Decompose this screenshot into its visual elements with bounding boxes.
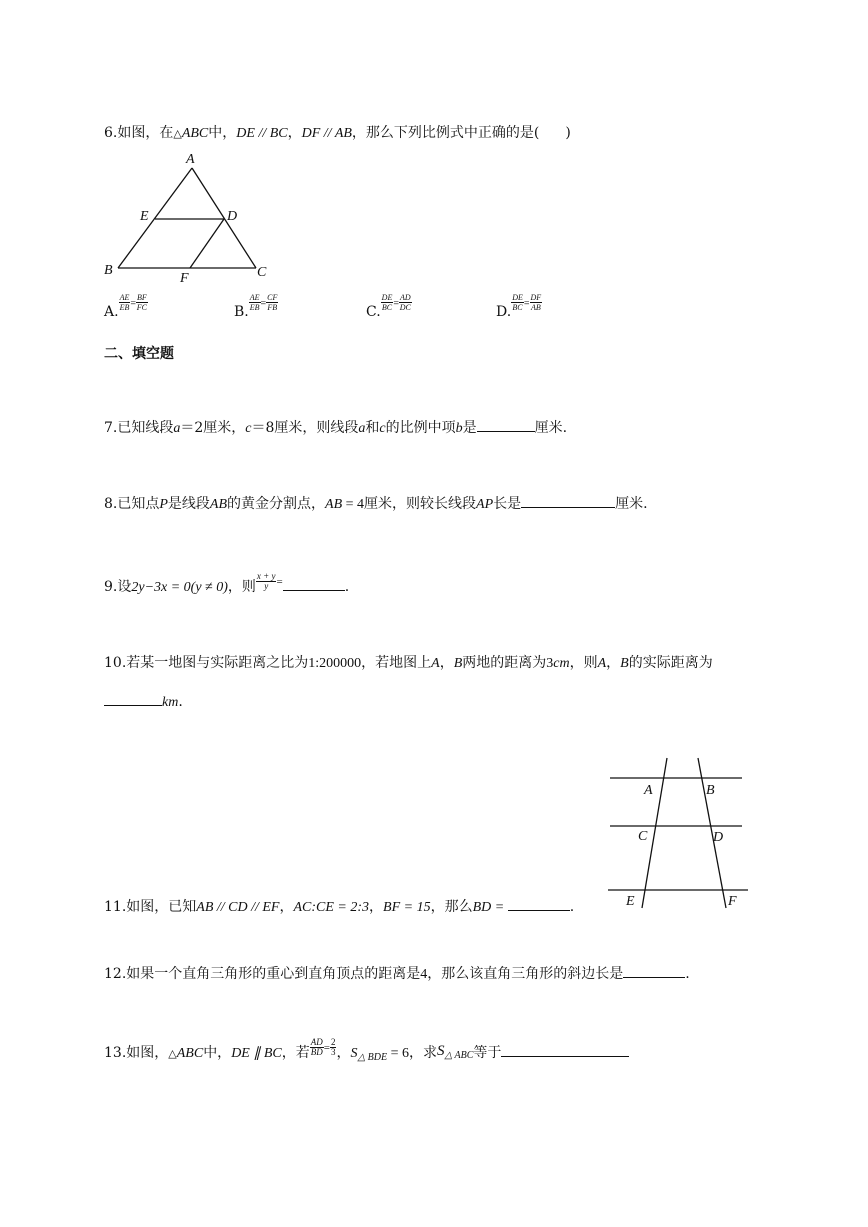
q6-label-c: C bbox=[257, 265, 267, 280]
q6-option-c[interactable]: C. $\frac{DE}{BC}$ = $\frac{AD}{DC}$ bbox=[366, 293, 411, 320]
q12-answer-blank[interactable] bbox=[623, 963, 685, 978]
q11-text: 11.如图，已知AB // CD // EF，AC:CE = 2:3，BF = 15，那么BD = . bbox=[104, 896, 574, 916]
q7-answer-blank[interactable] bbox=[477, 417, 535, 432]
q6-label-d: D bbox=[227, 209, 238, 224]
q8-answer-blank[interactable] bbox=[521, 493, 615, 508]
q13-text: 13.如图，$_\triangle$ABC中，DE ∥ BC，若 $\frac{AD}{BD}$ = $\frac{2}{3}$ ，$S_{\triangle BDE} = 6$，求$S_{\triangle ABC}$等于 bbox=[104, 1036, 629, 1057]
q9-answer-blank[interactable] bbox=[283, 576, 345, 591]
q6-option-b[interactable]: B. $\frac{AE}{EB}$ = $\frac{CF}{FB}$ bbox=[234, 293, 278, 320]
q6-stem: 6.如图，在△ABC中，DE // BC，DF // AB，那么下列比例式中正确的是( ) bbox=[104, 125, 571, 141]
q10-answer-blank[interactable] bbox=[104, 691, 162, 706]
q6-triangle-figure bbox=[96, 148, 286, 288]
q11-label-f: F bbox=[728, 894, 737, 909]
q11-label-a: A bbox=[644, 783, 653, 798]
section-heading: 二、填空题 bbox=[104, 346, 174, 362]
q6-option-d[interactable]: D. $\frac{DE}{BC}$ = $\frac{DF}{AB}$ bbox=[496, 293, 542, 320]
q13-answer-blank[interactable] bbox=[501, 1042, 629, 1057]
q11-label-c: C bbox=[638, 829, 648, 844]
q7-text: 7.已知线段a＝2厘米，c＝8厘米，则线段a和c的比例中项b是 厘米. bbox=[104, 417, 567, 437]
q8-text: 8.已知点P是线段AB的黄金分割点，AB = 4厘米，则较长线段AP长是 厘米. bbox=[104, 493, 648, 513]
q11-label-d: D bbox=[713, 830, 724, 845]
q11-label-e: E bbox=[626, 894, 635, 909]
q12-text: 12.如果一个直角三角形的重心到直角顶点的距离是4，那么该直角三角形的斜边长是 . bbox=[104, 963, 690, 983]
q11-label-b: B bbox=[706, 783, 715, 798]
q10-text-line2: km. bbox=[104, 691, 183, 711]
q11-answer-blank[interactable] bbox=[508, 896, 570, 911]
q11-parallel-lines-figure bbox=[600, 750, 760, 915]
q6-label-b: B bbox=[104, 263, 113, 278]
q6-option-a[interactable]: A. $\frac{AE}{EB}$ = $\frac{BF}{FC}$ bbox=[104, 293, 147, 320]
q6-label-a: A bbox=[186, 152, 195, 167]
q6-label-e: E bbox=[140, 209, 149, 224]
q6-label-f: F bbox=[180, 271, 189, 286]
q10-text-line1: 10.若某一地图与实际距离之比为1:200000，若地图上A，B两地的距离为3cm，则A，B的实际距离为 bbox=[104, 655, 713, 671]
q9-text: 9.设2y−3x = 0(y ≠ 0)，则 $\frac{x + y}{y}$ = . bbox=[104, 570, 350, 595]
